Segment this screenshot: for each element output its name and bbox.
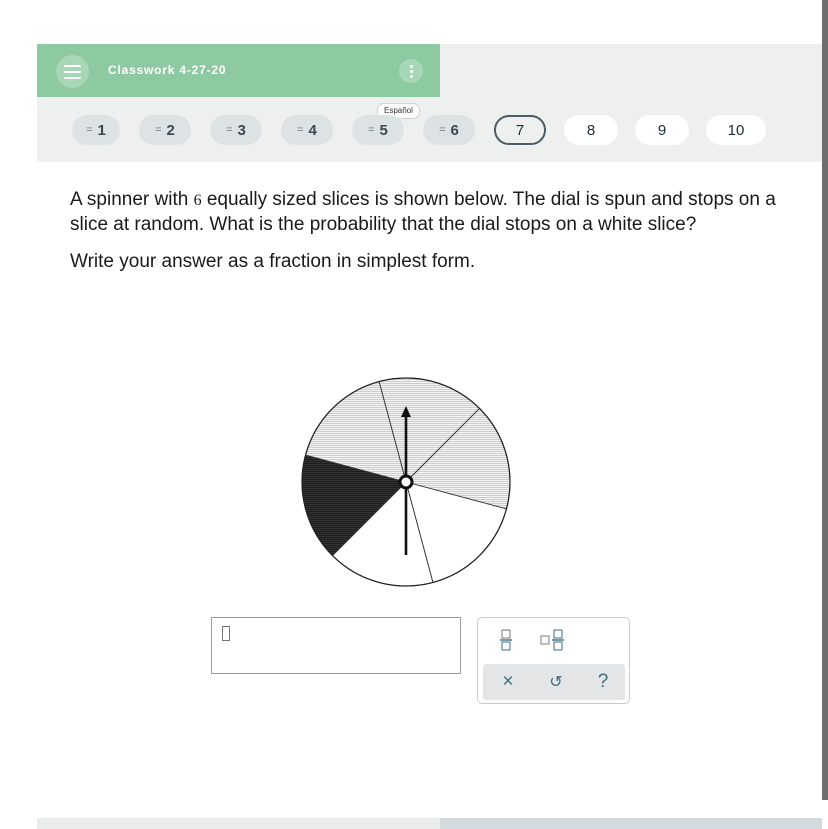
completed-icon: =	[368, 124, 375, 136]
mixed-number-key[interactable]	[536, 626, 568, 654]
menu-icon	[64, 65, 81, 67]
question-tab-1[interactable]	[72, 115, 120, 145]
completed-icon: =	[226, 124, 233, 136]
kebab-icon	[410, 65, 413, 68]
question-tab-5[interactable]	[352, 115, 404, 145]
slice-count: 6	[193, 192, 202, 209]
fraction-key[interactable]	[492, 626, 520, 654]
question-tab-label: 10	[727, 121, 745, 139]
question-tab-label: 5	[379, 121, 388, 139]
question-text	[70, 188, 800, 287]
espanol-badge[interactable]: Español	[377, 103, 420, 119]
dial-hub	[400, 476, 412, 488]
completed-icon: =	[86, 124, 93, 136]
question-tab-label: 8	[586, 121, 596, 139]
assignment-bar	[37, 44, 440, 97]
question-tab-9[interactable]	[635, 115, 689, 145]
question-tab-label: 6	[450, 121, 459, 139]
help-key[interactable]: ?	[597, 671, 609, 692]
completed-icon: =	[297, 124, 304, 136]
menu-button[interactable]	[56, 55, 89, 88]
question-tab-2[interactable]	[139, 115, 191, 145]
question-tab-6[interactable]	[423, 115, 475, 145]
question-tab-4[interactable]	[281, 115, 333, 145]
fraction-icon	[499, 628, 513, 652]
completed-icon: =	[155, 124, 162, 136]
answer-input[interactable]	[211, 617, 461, 674]
question-tab-3[interactable]	[210, 115, 262, 145]
clear-key[interactable]: ×	[502, 671, 514, 692]
question-tab-label: 7	[515, 121, 525, 139]
question-tab-label: 3	[237, 121, 246, 139]
more-options-button[interactable]	[399, 59, 423, 83]
question-tab-8[interactable]	[564, 115, 618, 145]
footer-band	[37, 818, 822, 829]
question-tab-label: 4	[308, 121, 317, 139]
window-edge	[822, 0, 828, 800]
question-tab-7[interactable]	[494, 115, 546, 145]
question-instruction: Write your answer as a fraction in simplest form.	[70, 251, 476, 272]
undo-key[interactable]: ↺	[549, 674, 563, 691]
question-tab-10[interactable]	[706, 115, 766, 145]
assignment-title: Classwork 4-27-20	[108, 63, 227, 77]
math-keypad	[477, 617, 630, 704]
keypad-actions	[483, 664, 625, 700]
question-tab-label: 1	[97, 121, 106, 139]
question-prompt: A spinner with 6 equally sized slices is shown below. The dial is spun and stops on a slice at random. What is the probability that the dial stops on a white slice?	[70, 189, 776, 235]
question-tab-label: 9	[657, 121, 667, 139]
mixed-number-icon	[538, 628, 566, 652]
question-tab-label: 2	[166, 121, 175, 139]
completed-icon: =	[439, 124, 446, 136]
answer-placeholder-icon	[222, 626, 230, 641]
spinner-diagram	[298, 373, 518, 593]
